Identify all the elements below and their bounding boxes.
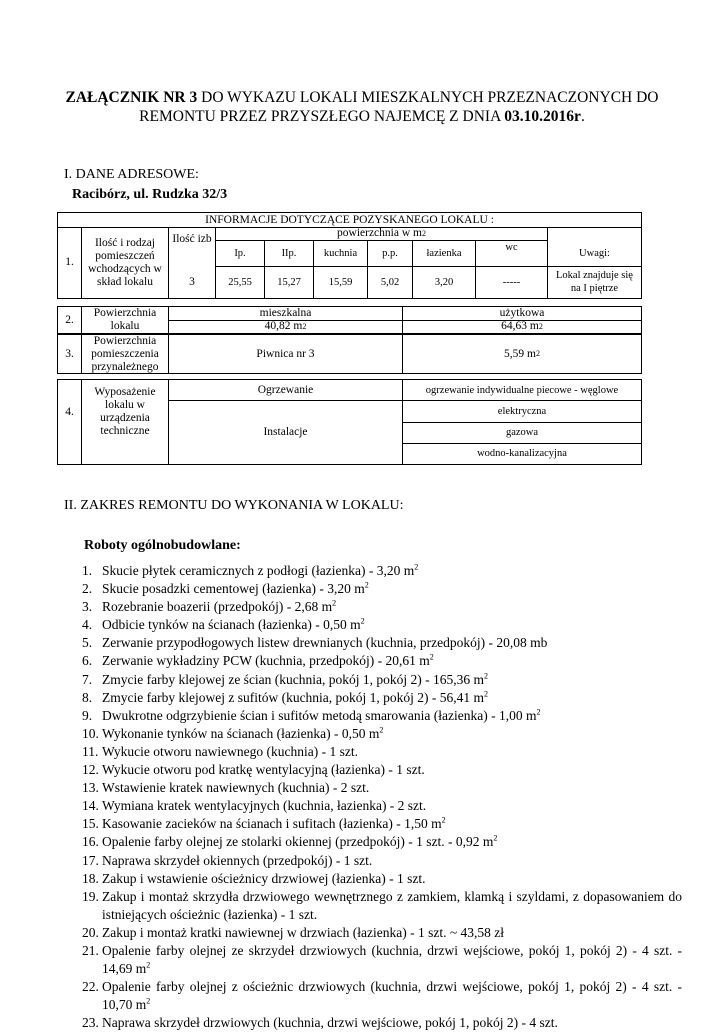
list-item-text: Wymiana kratek wentylacyjnych (kuchnia, łazienka) - 2 szt.	[102, 798, 427, 814]
list-item	[82, 689, 682, 707]
value-iip: 15,27	[277, 276, 301, 288]
list-item	[82, 580, 682, 598]
row1-label: Ilość i rodzaj pomieszczeń wchodzących w skład lokalu	[88, 236, 162, 288]
value-ip: 25,55	[228, 276, 252, 288]
list-item-text: Zakup i wstawienie ościeżnicy drzwiowej (łazienka) - 1 szt.	[102, 870, 426, 886]
row4-label: Wyposażenie lokalu w urządzenia techniczne	[94, 386, 156, 437]
list-item-text: Zakup i montaż skrzydła drzwiowego wewnętrznego z zamkiem, klamką i szyldami, z dopasowaniem do istniejących ościeżnic (łazienka) - 1 szt.	[102, 888, 682, 922]
list-item-text: Kasowanie zacieków na ścianach i sufitach (łazienka) - 1,50 $m^2$	[102, 815, 446, 832]
list-item-number: 20.	[82, 924, 99, 940]
list-item	[82, 743, 682, 761]
list-item	[82, 761, 682, 779]
list-item-number: 4.	[82, 617, 93, 633]
list-item	[82, 652, 682, 670]
info-table-block2	[57, 306, 642, 334]
list-item-number: 16.	[82, 834, 99, 850]
list-item-number: 7.	[82, 671, 93, 687]
list-item-number: 11.	[82, 743, 99, 759]
list-item-number: 5.	[82, 635, 93, 651]
mieszkalna-header: mieszkalna	[259, 307, 312, 319]
title-date: 03.10.2016r	[504, 108, 581, 125]
list-item-number: 23.	[82, 1015, 99, 1031]
list-item	[82, 671, 682, 689]
list-item-number: 13.	[82, 780, 99, 796]
uzytkowa-header: użytkowa	[499, 307, 545, 319]
list-item-number: 10.	[82, 725, 99, 741]
title-line2: REMONTU PRZEZ PRZYSZŁEGO NAJEMCĘ Z DNIA	[139, 108, 505, 125]
works-subheading: Roboty ogólnobudowlane:	[84, 538, 241, 553]
list-item-number: 2.	[82, 581, 93, 597]
list-item	[82, 725, 682, 743]
uzytkowa-value: 64,63 m 2	[501, 320, 543, 332]
address: Racibórz, ul. Rudzka 32/3	[72, 187, 228, 202]
section1-heading: I. DANE ADRESOWE:	[64, 167, 199, 182]
row4-number: 4.	[65, 405, 74, 418]
izb-header: Ilość izb	[172, 233, 212, 245]
list-item-text: Opalenie farby olejnej ze skrzydeł drzwiowych (kuchnia, drzwi wejściowe, pokój 1, pokój 2) - 4 szt. - 14,69 $m^2$	[102, 942, 682, 977]
list-item	[82, 707, 682, 725]
list-item-number: 14.	[82, 798, 99, 814]
list-item-text: Zmycie farby klejowej ze ścian (kuchnia, pokój 1, pokój 2) - 165,36 $m^2$	[102, 671, 489, 687]
heating-label: Ogrzewanie	[257, 383, 314, 396]
list-item-text: Zerwanie wykładziny PCW (kuchnia, przedpokój) - 20,61 $m^2$	[102, 652, 434, 669]
list-item	[82, 598, 682, 616]
row1-number: 1.	[65, 256, 74, 268]
area-header: powierzchnia w m 2	[337, 227, 426, 239]
value-uwagi: Lokal znajduje się na I piętrze	[556, 270, 633, 294]
list-item-number: 1.	[82, 563, 93, 578]
list-item	[82, 779, 682, 797]
list-item-number: 3.	[82, 599, 93, 615]
list-item-number: 12.	[82, 762, 99, 778]
list-item-number: 22.	[82, 979, 99, 995]
row2-label: Powierzchnia lokalu	[93, 307, 157, 332]
document-title	[60, 88, 664, 126]
piwnica-area: 5,59 m 2	[504, 347, 540, 360]
list-item-number: 19.	[82, 888, 99, 904]
col-header-iip: IIp.	[281, 247, 297, 259]
list-item	[82, 797, 682, 815]
list-item-number: 6.	[82, 653, 93, 669]
row2-number: 2.	[65, 313, 74, 326]
list-item-text: Wykucie otworu pod kratkę wentylacyjną (łazienka) - 1 szt.	[102, 762, 425, 778]
list-item-text: Odbicie tynków na ścianach (łazienka) - 0,50 $m^2$	[102, 616, 365, 633]
list-item	[82, 978, 682, 1014]
list-item-text: Dwukrotne odgrzybienie ścian i sufitów metodą smarowania (łazienka) - 1,00 $m^2$	[102, 707, 541, 723]
list-item-text: Opalenie farby olejnej z ościeżnic drzwiowych (kuchnia, drzwi wejściowe, pokój 1, pokój 2) - 4 szt. - 10,70 $m^2$	[102, 979, 682, 1013]
heating-value: ogrzewanie indywidualne piecowe - węglowe	[425, 384, 619, 396]
list-item-text: Wstawienie kratek nawiewnych (kuchnia) - 2 szt.	[102, 780, 370, 796]
row3-number: 3.	[65, 347, 74, 360]
list-item-text: Rozebranie boazerii (przedpokój) - 2,68 $m^2$	[102, 598, 337, 615]
list-item-text: Opalenie farby olejnej ze stolarki okiennej (przedpokój) - 1 szt. - 0,92 $m^2$	[102, 833, 498, 850]
section2-heading: II. ZAKRES REMONTU DO WYKONANIA W LOKALU:	[64, 498, 404, 513]
mieszkalna-value: 40,82 m 2	[264, 320, 307, 332]
title-line1: DO WYKAZU LOKALI MIESZKALNYCH PRZEZNACZONYCH DO	[197, 89, 659, 106]
list-item	[82, 942, 682, 978]
list-item-text: Wykonanie tynków na ścianach (łazienka) - 0,50 $m^2$	[102, 725, 384, 741]
list-item	[82, 616, 682, 634]
install-gas: gazowa	[505, 427, 539, 438]
list-item	[82, 852, 682, 870]
list-item-number: 15.	[82, 816, 99, 832]
list-item-text: Naprawa skrzydeł okiennych (przedpokój) - 1 szt.	[102, 852, 373, 868]
list-item-text: Zmycie farby klejowej z sufitów (kuchnia, pokój 1, pokój 2) - 56,41 $m^2$	[102, 689, 489, 705]
install-water: wodno-kanalizacyjna	[477, 448, 567, 459]
value-pp: 5,02	[380, 276, 400, 288]
list-item-number: 17.	[82, 852, 99, 868]
title-dot: .	[580, 108, 585, 125]
piwnica-name: Piwnica nr 3	[256, 347, 315, 360]
value-kuchnia: 15,59	[328, 276, 353, 288]
list-item-number: 18.	[82, 870, 99, 886]
list-item-text: Wykucie otworu nawiewnego (kuchnia) - 1 szt.	[102, 743, 358, 759]
list-item	[82, 562, 682, 580]
list-item	[82, 1014, 682, 1032]
list-item-text: Skucie posadzki cementowej (łazienka) - 3,20 $m^2$	[102, 580, 369, 597]
value-lazienka: 3,20	[434, 276, 454, 288]
col-header-uwagi: Uwagi:	[579, 247, 610, 259]
col-header-lazienka: łazienka	[426, 247, 462, 259]
info-table-block1	[57, 212, 642, 299]
col-header-kuchnia: kuchnia	[323, 247, 358, 259]
info-table-block3	[57, 334, 642, 374]
list-item-number: 8.	[82, 689, 93, 705]
works-list	[82, 562, 682, 1032]
list-item	[82, 924, 682, 942]
list-item-text: Zerwanie przypodłogowych listew drewnianych (kuchnia, przedpokój) - 20,08 mb	[102, 635, 548, 651]
install-electric: elektryczna	[497, 405, 547, 417]
list-item	[82, 833, 682, 851]
list-item-text: Skucie płytek ceramicznych z podłogi (łazienka) - 3,20 $m^2$	[102, 562, 419, 578]
list-item	[82, 870, 682, 888]
installations-label: Instalacje	[263, 425, 308, 438]
list-item-text: Zakup i montaż kratki nawiewnej w drzwiach (łazienka) - 1 szt. ~ 43,58 zł	[102, 924, 505, 940]
info-table-title: INFORMACJE DOTYCZĄCE POZYSKANEGO LOKALU :	[205, 213, 494, 226]
row3-label: Powierzchnia pomieszczenia przynależnego	[91, 334, 159, 373]
info-table-block4	[57, 379, 642, 465]
value-wc: -----	[502, 276, 521, 288]
list-item	[82, 888, 682, 924]
list-item	[82, 815, 682, 833]
col-header-wc: wc	[505, 242, 518, 253]
col-header-pp: p.p.	[382, 247, 398, 259]
list-item	[82, 634, 682, 652]
izb-value: 3	[189, 275, 195, 288]
annex-label: ZAŁĄCZNIK NR 3	[65, 89, 198, 106]
list-item-text: Naprawa skrzydeł drzwiowych (kuchnia, drzwi wejściowe, pokój 1, pokój 2) - 4 szt.	[102, 1015, 558, 1031]
col-header-ip: Ip.	[234, 247, 246, 259]
list-item-number: 21.	[82, 942, 99, 958]
list-item-number: 9.	[82, 707, 93, 723]
